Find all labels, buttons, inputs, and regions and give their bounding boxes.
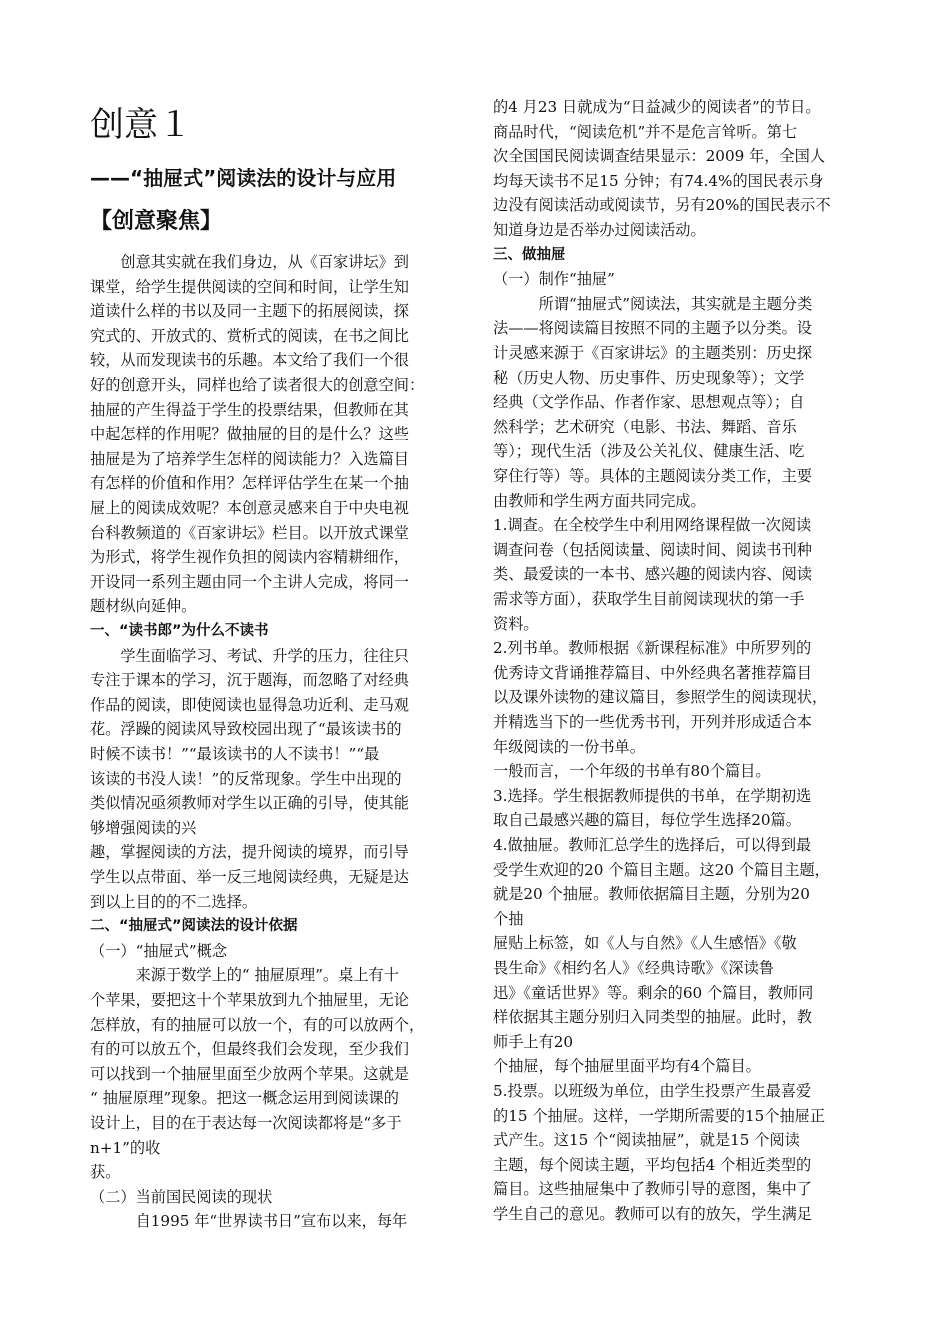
text-line: 个抽: [493, 909, 524, 928]
text-line: 一般而言，一个年级的书单有80个篇目。: [493, 762, 771, 781]
text-line: 作品的阅读，即使阅读也显得急功近利、走马观: [90, 695, 409, 714]
text-line: 3.选择。学生根据教师提供的书单，在学期初选: [493, 786, 812, 805]
text-line: 设计上，目的在于表达每一次阅读都将是“多于: [90, 1114, 402, 1132]
text-line: 课堂，给学生提供阅读的空间和时间，让学生知: [90, 277, 409, 296]
text-line: 来源于数学上的“ 抽屉原理”。桌上有十: [90, 966, 399, 985]
text-line: 穿住行等）等。具体的主题阅读分类工作，主要: [493, 467, 812, 485]
text-line: 经典（文学作品、作者作家、思想观点等）；自: [493, 393, 805, 412]
text-line: 调查问卷（包括阅读量、阅读时间、阅读书刊种: [493, 540, 812, 559]
text-line: 题材纵向延伸。: [90, 597, 197, 616]
text-line: 究式的、开放式的、赏析式的阅读，在书之间比: [90, 326, 409, 345]
document-title: 创意１: [90, 105, 192, 145]
document-subtitle: ——“抽屉式”阅读法的设计与应用: [90, 166, 397, 190]
text-line: 师手上有20: [493, 1032, 574, 1051]
text-line: 取自己最感兴趣的篇目，每位学生选择20篇。: [493, 811, 801, 830]
text-line: 主题，每个阅读主题，平均包括4 个相近类型的: [493, 1155, 812, 1174]
text-line: 花。浮躁的阅读风导致校园出现了“最该读书的: [90, 720, 402, 739]
text-line: 中起怎样的作用呢？做抽屉的目的是什么？这些: [90, 425, 409, 444]
text-line: 时候不读书！”“最该读书的人不读书！”“最: [90, 745, 380, 763]
section-heading-focus: 【创意聚焦】: [90, 209, 223, 234]
text-line: 抽屉的产生得益于学生的投票结果，但教师在其: [90, 400, 409, 419]
text-line: 样依据其主题分别归入同类型的抽屉。此时，教: [493, 1008, 812, 1027]
text-line: 趣，掌握阅读的方法，提升阅读的境界，而引导: [90, 843, 409, 862]
text-line: 然科学；艺术研究（电影、书法、舞蹈、音乐: [493, 417, 797, 436]
text-line: 屉上的阅读成效呢？本创意灵感来自于中央电视: [90, 499, 409, 517]
text-line: 该读的书没人读！”的反常现象。学生中出现的: [90, 769, 402, 788]
text-line: 4.做抽屉。教师汇总学生的选择后，可以得到最: [493, 836, 812, 854]
text-line: 秘（历史人物、历史事件、历史现象等）；文学: [493, 368, 805, 387]
text-line: 受学生欢迎的20 个篇目主题。这20 个篇目主题，: [493, 860, 830, 879]
text-line: 学生以点带面、举一反三地阅读经典，无疑是达: [90, 868, 409, 886]
section-heading: 二、“抽屉式”阅读法的设计依据: [90, 918, 298, 935]
text-line: 等）；现代生活（涉及公关礼仪、健康生活、吃: [493, 442, 805, 461]
text-line: 有怎样的价值和作用？怎样评估学生在某一个抽: [90, 474, 409, 493]
text-line: 的15 个抽屉。这样，一学期所需要的15个抽屉正: [493, 1106, 826, 1125]
text-line: 的4 月23 日就成为“日益减少的阅读者”的节日。: [493, 98, 821, 116]
text-line: 类似情况亟须教师对学生以正确的引导，使其能: [90, 794, 409, 813]
text-line: n+1”的收: [90, 1138, 161, 1157]
text-line: 自1995 年“世界读书日”宣布以来，每年: [90, 1212, 408, 1231]
text-line: 学生自己的意见。教师可以有的放矢，学生满足: [493, 1205, 812, 1223]
text-line: 由教师和学生两方面共同完成。: [493, 491, 706, 510]
text-line: 为形式，将学生视作负担的阅读内容精耕细作，: [90, 548, 409, 567]
text-line: 迅》《童话世界》等。剩余的60 个篇目，教师同: [493, 983, 814, 1002]
section-heading: 一、“读书郎”为什么不读书: [90, 623, 269, 639]
text-line: 学生面临学习、考试、升学的压力，往往只: [90, 646, 409, 665]
text-line: 知道身边是否举办过阅读活动。: [493, 221, 706, 239]
text-line: 畏生命》《相约名人》《经典诗歌》《深读鲁: [493, 959, 774, 977]
text-line: 均每天读书不足15 分钟；有74.4%的国民表示身: [493, 171, 824, 190]
text-line: 有的可以放五个，但最终我们会发现，至少我们: [90, 1040, 409, 1059]
text-line: 优秀诗文背诵推荐篇目、中外经典名著推荐篇目: [493, 663, 812, 682]
text-line: 就是20 个抽屉。教师依据篇目主题，分别为20: [493, 885, 810, 904]
section-heading: 三、做抽屉: [493, 246, 566, 263]
text-line: 1.调查。在全校学生中利用网络课程做一次阅读: [493, 516, 812, 535]
text-line: 获。: [90, 1163, 121, 1182]
text-line: 专注于课本的学习，沉于题海，而忽略了对经典: [90, 671, 409, 690]
text-line: 并精选当下的一些优秀书刊，开列并形成适合本: [493, 713, 812, 731]
text-line: 到以上目的的不二选择。: [90, 892, 258, 911]
text-line: “ 抽屉原理”现象。把这一概念运用到阅读课的: [90, 1089, 399, 1108]
text-line: （二）当前国民阅读的现状: [90, 1187, 273, 1206]
text-line: 抽屉是为了培养学生怎样的阅读能力？入选篇目: [90, 449, 409, 468]
text-line: 篇目。这些抽屉集中了教师引导的意图，集中了: [493, 1180, 812, 1199]
text-line: （一）制作“抽屉”: [493, 270, 615, 289]
text-line: 需求等方面），获取学生目前阅读现状的第一手: [493, 590, 805, 608]
text-line: 个苹果，要把这十个苹果放到九个抽屉里，无论: [90, 991, 409, 1009]
text-line: 创意其实就在我们身边，从《百家讲坛》到: [90, 253, 409, 271]
text-line: 以及课外读物的建议篇目，参照学生的阅读现状，: [493, 688, 828, 707]
text-line: 开设同一系列主题由同一个主讲人完成，将同一: [90, 572, 409, 591]
text-line: 较，从而发现读书的乐趣。本文给了我们一个很: [90, 351, 409, 370]
text-line: 所谓“抽屉式”阅读法，其实就是主题分类: [493, 294, 813, 313]
text-line: 怎样放，有的抽屉可以放一个，有的可以放两个，: [90, 1015, 425, 1034]
text-line: 法——将阅读篇目按照不同的主题予以分类。设: [493, 319, 812, 338]
text-line: 台科教频道的《百家讲坛》栏目。以开放式课堂: [90, 523, 409, 542]
text-line: 道读什么样的书以及同一主题下的拓展阅读，探: [90, 302, 409, 321]
text-line: 年级阅读的一份书单。: [493, 737, 645, 756]
text-line: 类、最爱读的一本书、感兴趣的阅读内容、阅读: [493, 565, 812, 584]
text-line: 2.列书单。教师根据《新课程标准》中所罗列的: [493, 639, 812, 658]
text-line: 屉贴上标签，如《人与自然》《人生感悟》《敬: [493, 934, 797, 953]
text-line: （一）“抽屉式”概念: [90, 941, 228, 960]
text-line: 计灵感来源于《百家讲坛》的主题类别：历史探: [493, 344, 812, 362]
text-line: 5.投票。以班级为单位，由学生投票产生最喜爱: [493, 1082, 812, 1100]
text-line: 式产生。这15 个“阅读抽屉”，就是15 个阅读: [493, 1131, 800, 1150]
text-line: 次全国国民阅读调查结果显示：2009 年，全国人: [493, 147, 826, 166]
text-line: 边没有阅读活动或阅读节，另有20%的国民表示不: [493, 196, 831, 215]
text-line: 可以找到一个抽屉里面至少放两个苹果。这就是: [90, 1064, 409, 1083]
text-line: 资料。: [493, 614, 539, 633]
text-line: 好的创意开头，同样也给了读者很大的创意空间：: [90, 376, 425, 394]
text-line: 够增强阅读的兴: [90, 818, 197, 837]
text-line: 个抽屉，每个抽屉里面平均有4个篇目。: [493, 1057, 761, 1076]
text-line: 商品时代，“阅读危机”并不是危言耸听。第七: [493, 122, 798, 141]
